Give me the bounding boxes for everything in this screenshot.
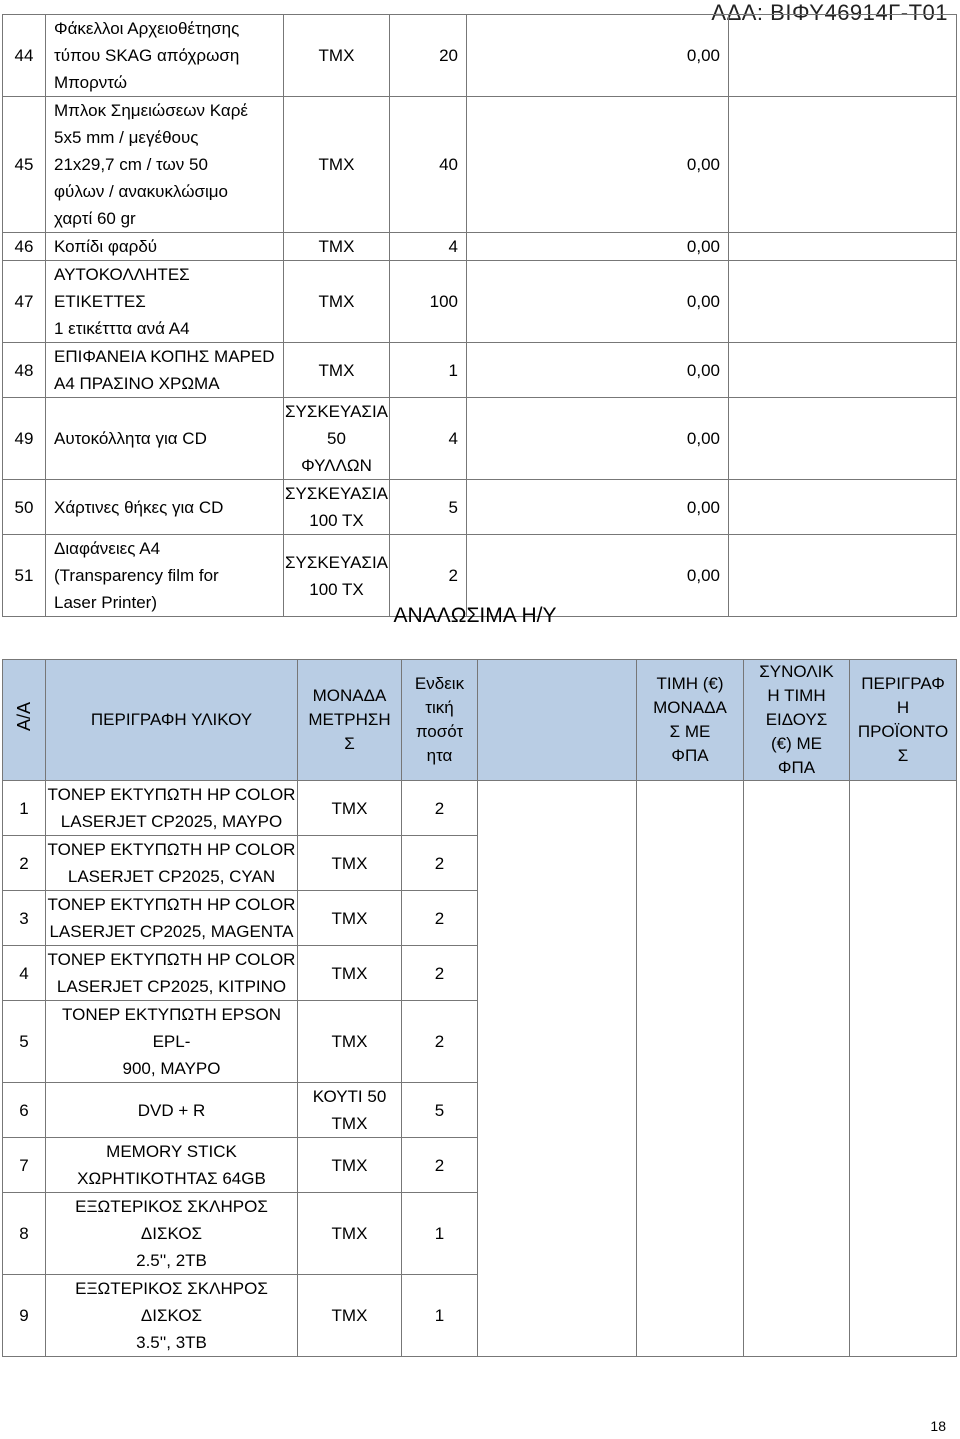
item-description xyxy=(46,836,298,891)
text-line: 100 ΤΧ xyxy=(309,579,364,599)
text-line: φύλων / ανακυκλώσιμο xyxy=(54,182,228,201)
header-total-price xyxy=(744,660,850,781)
text-line: ΤΜΧ xyxy=(318,360,355,380)
item-number: 45 xyxy=(3,97,46,233)
item-number: 44 xyxy=(3,15,46,97)
text-line: ΠΡΟΪΟΝΤΟ xyxy=(857,722,949,741)
quantity: 20 xyxy=(390,15,467,97)
unit-of-measure xyxy=(284,398,390,480)
quantity: 2 xyxy=(402,1138,478,1193)
unit-price: 0,00 xyxy=(467,97,729,233)
quantity: 2 xyxy=(390,535,467,617)
item-number: 51 xyxy=(3,535,46,617)
text-line: ΤΜΧ xyxy=(331,853,368,873)
text-line: ΧΩΡΗΤΙΚΟΤΗΤΑΣ 64GB xyxy=(77,1169,266,1188)
text-line: ΤΜΧ xyxy=(331,908,368,928)
table-row xyxy=(3,343,957,398)
text-line: (€) ΜΕ xyxy=(771,734,822,753)
text-line: ΤΜΧ xyxy=(331,1155,368,1175)
empty-cell xyxy=(729,233,957,261)
quantity: 2 xyxy=(402,891,478,946)
text-line: MEMORY STICK xyxy=(106,1142,237,1161)
text-line: (Transparency film for xyxy=(54,566,219,585)
text-line: ΕΞΩΤΕΡΙΚΟΣ ΣΚΛΗΡΟΣ ΔΙΣΚΟΣ xyxy=(75,1197,268,1243)
text-line: τική xyxy=(425,698,454,717)
quantity: 1 xyxy=(402,1193,478,1275)
unit-of-measure xyxy=(298,836,402,891)
table-row xyxy=(3,97,957,233)
text-line: ΤΟΝΕΡ ΕΚΤΥΠΩΤΗ HP COLOR xyxy=(47,950,296,969)
computer-consumables-table xyxy=(2,659,957,1357)
text-line: ΜΕΤΡΗΣΗ xyxy=(308,710,391,729)
empty-cell xyxy=(729,97,957,233)
text-line: 900, ΜΑΥΡΟ xyxy=(122,1059,221,1078)
text-line: ΣΥΣΚΕΥΑΣΙΑ xyxy=(284,484,389,503)
header-description: ΠΕΡΙΓΡΑΦΗ ΥΛΙΚΟΥ xyxy=(46,660,298,781)
text-line: 1 ετικέτττα ανά Α4 xyxy=(54,319,190,338)
item-number: 1 xyxy=(3,781,46,836)
empty-cell xyxy=(478,781,637,1357)
text-line: ΦΠΑ xyxy=(671,746,709,765)
text-line: ΤΜΧ xyxy=(331,1114,368,1133)
text-line: Η xyxy=(896,698,910,717)
text-line: ΤΜΧ xyxy=(318,237,355,256)
item-description xyxy=(46,1193,298,1275)
unit-price: 0,00 xyxy=(467,535,729,617)
item-description xyxy=(46,261,284,343)
empty-cell xyxy=(729,398,957,480)
section-title: ΑΝΑΛΩΣΙΜΑ Η/Υ xyxy=(393,604,557,627)
item-number: 6 xyxy=(3,1083,46,1138)
text-line: Σ ΜΕ xyxy=(669,722,711,741)
text-line: ΕΠΙΦΑΝΕΙΑ ΚΟΠΗΣ MAPED xyxy=(54,347,275,366)
item-description xyxy=(46,233,284,261)
quantity: 2 xyxy=(402,781,478,836)
text-line: ΚΟΥΤΙ 50 xyxy=(312,1087,387,1106)
item-number: 5 xyxy=(3,1001,46,1083)
unit-of-measure xyxy=(284,15,390,97)
text-line: Χάρτινες θήκες για CD xyxy=(54,497,224,517)
quantity: 4 xyxy=(390,398,467,480)
item-number: 3 xyxy=(3,891,46,946)
page-number: 18 xyxy=(930,1418,946,1434)
text-line: ΣΥΣΚΕΥΑΣΙΑ xyxy=(284,552,389,572)
unit-price: 0,00 xyxy=(467,480,729,535)
item-number: 9 xyxy=(3,1275,46,1357)
quantity: 2 xyxy=(402,1001,478,1083)
text-line: ΕΙΔΟΥΣ xyxy=(765,710,828,729)
text-line: ΤΟΝΕΡ ΕΚΤΥΠΩΤΗ HP COLOR xyxy=(47,785,296,804)
text-line: ΜΟΝΑΔΑ xyxy=(653,698,727,717)
header-unit-price xyxy=(637,660,744,781)
text-line: ΜΟΝΑΔΑ xyxy=(312,686,387,705)
unit-of-measure xyxy=(298,1001,402,1083)
empty-cell xyxy=(729,480,957,535)
text-line: A4 ΠΡΑΣΙΝΟ ΧΡΩΜΑ xyxy=(54,374,220,393)
text-line: Φάκελλοι Αρχειοθέτησης xyxy=(54,19,240,38)
table-row xyxy=(3,15,957,97)
text-line: ΤΜΧ xyxy=(318,155,355,174)
text-line: 5x5 mm / μεγέθους xyxy=(54,128,199,147)
item-number: 48 xyxy=(3,343,46,398)
text-line: ΤΜΧ xyxy=(331,1224,368,1243)
text-line: Διαφάνειες Α4 xyxy=(54,539,161,558)
quantity: 5 xyxy=(390,480,467,535)
table-row xyxy=(3,398,957,480)
text-line: LASERJET CP2025, MAGENTA xyxy=(49,922,294,941)
text-line: ΕΞΩΤΕΡΙΚΟΣ ΣΚΛΗΡΟΣ ΔΙΣΚΟΣ xyxy=(75,1279,268,1325)
unit-price: 0,00 xyxy=(467,398,729,480)
item-number: 47 xyxy=(3,261,46,343)
text-line: τύπου SKAG απόχρωση xyxy=(54,46,240,65)
empty-cell xyxy=(729,15,957,97)
supplies-table-continued xyxy=(2,14,957,617)
header-unit xyxy=(298,660,402,781)
quantity: 1 xyxy=(402,1275,478,1357)
quantity: 2 xyxy=(402,946,478,1001)
text-line: ΤΜΧ xyxy=(331,1306,368,1325)
text-line: 3.5'', 3TB xyxy=(136,1333,207,1352)
item-description xyxy=(46,1138,298,1193)
quantity: 2 xyxy=(402,836,478,891)
item-description xyxy=(46,343,284,398)
text-line: 100 ΤΧ xyxy=(309,511,364,530)
text-line: χαρτί 60 gr xyxy=(54,209,136,228)
text-line: Laser Printer) xyxy=(54,593,157,612)
unit-price xyxy=(637,781,744,1357)
item-description xyxy=(46,97,284,233)
item-number: 49 xyxy=(3,398,46,480)
total-price xyxy=(744,781,850,1357)
table-row xyxy=(3,261,957,343)
unit-price: 0,00 xyxy=(467,233,729,261)
item-description xyxy=(46,1001,298,1083)
text-line: ΦΠΑ xyxy=(777,758,816,777)
item-description xyxy=(46,1275,298,1357)
unit-of-measure xyxy=(284,343,390,398)
empty-cell xyxy=(729,343,957,398)
text-line: ΤΜΧ xyxy=(331,798,368,818)
text-line: ΠΕΡΙΓΡΑΦ xyxy=(861,674,945,693)
unit-of-measure xyxy=(284,480,390,535)
table-row xyxy=(3,480,957,535)
unit-of-measure xyxy=(298,891,402,946)
header-blank xyxy=(478,660,637,781)
quantity: 100 xyxy=(390,261,467,343)
text-line: ΑΥΤΟΚΟΛΛΗΤΕΣ ΕΤΙΚΕΤΤΕΣ xyxy=(54,265,190,311)
unit-price: 0,00 xyxy=(467,343,729,398)
item-description xyxy=(46,946,298,1001)
item-description xyxy=(46,15,284,97)
quantity: 1 xyxy=(390,343,467,398)
text-line: ητα xyxy=(426,746,453,765)
item-description xyxy=(46,781,298,836)
item-number: 50 xyxy=(3,480,46,535)
quantity: 40 xyxy=(390,97,467,233)
item-description xyxy=(46,891,298,946)
text-line: ΤΟΝΕΡ ΕΚΤΥΠΩΤΗ HP COLOR xyxy=(47,840,296,859)
text-line: ΣΥΝΟΛΙΚ xyxy=(759,662,834,681)
text-line: 21x29,7 cm / των 50 xyxy=(54,155,208,174)
text-line: ΤΟΝΕΡ ΕΚΤΥΠΩΤΗ HP COLOR xyxy=(47,895,296,914)
text-line: ΤΙΜΗ (€) xyxy=(656,674,724,693)
document-reference-code: ΑΔΑ: ΒΙΦΥ46914Γ-Τ01 xyxy=(711,0,948,25)
text-line: LASERJET CP2025, CYAN xyxy=(67,867,276,886)
text-line: ΤΟΝΕΡ ΕΚΤΥΠΩΤΗ EPSON EPL- xyxy=(62,1005,281,1051)
text-line: ΦΥΛΛΩΝ xyxy=(301,456,372,475)
item-description xyxy=(46,1083,298,1138)
text-line: Κοπίδι φαρδύ xyxy=(54,237,158,256)
unit-of-measure xyxy=(284,261,390,343)
item-number: 8 xyxy=(3,1193,46,1275)
unit-price: 0,00 xyxy=(467,261,729,343)
unit-of-measure xyxy=(298,1275,402,1357)
header-quantity xyxy=(402,660,478,781)
item-number: 4 xyxy=(3,946,46,1001)
text-line: DVD + R xyxy=(137,1100,206,1120)
item-number: 7 xyxy=(3,1138,46,1193)
unit-of-measure xyxy=(298,1083,402,1138)
unit-of-measure xyxy=(298,1138,402,1193)
item-description xyxy=(46,480,284,535)
unit-of-measure xyxy=(298,1193,402,1275)
unit-of-measure xyxy=(298,946,402,1001)
empty-cell xyxy=(729,261,957,343)
text-line: Αυτοκόλλητα για CD xyxy=(54,429,207,448)
text-line: Σ xyxy=(897,746,909,765)
text-line: LASERJET CP2025, ΜΑΥΡΟ xyxy=(60,812,283,831)
text-line: Μπλοκ Σημειώσεων Καρέ xyxy=(54,101,248,120)
text-line: Σ xyxy=(344,734,355,753)
text-line: ΤΜΧ xyxy=(331,963,368,983)
item-description xyxy=(46,398,284,480)
header-aa: Α/Α xyxy=(3,660,46,781)
quantity: 4 xyxy=(390,233,467,261)
text-line: ΤΜΧ xyxy=(318,292,355,311)
unit-of-measure xyxy=(284,233,390,261)
unit-of-measure xyxy=(298,781,402,836)
table-row xyxy=(3,781,957,836)
product-description xyxy=(850,781,957,1357)
header-product-description xyxy=(850,660,957,781)
text-line: Ενδεικ xyxy=(414,674,465,693)
text-line: ΤΜΧ xyxy=(318,46,355,65)
unit-of-measure xyxy=(284,97,390,233)
table-row xyxy=(3,233,957,261)
quantity: 5 xyxy=(402,1083,478,1138)
text-line: Μπορντώ xyxy=(54,73,128,92)
text-line: 2.5'', 2TB xyxy=(136,1251,207,1270)
text-line: LASERJET CP2025, ΚΙΤΡΙΝΟ xyxy=(56,977,287,996)
text-line: ΤΜΧ xyxy=(331,1032,368,1051)
item-number: 2 xyxy=(3,836,46,891)
text-line: Η ΤΙΜΗ xyxy=(767,686,826,705)
text-line: ΣΥΣΚΕΥΑΣΙΑ 50 xyxy=(284,402,389,448)
item-number: 46 xyxy=(3,233,46,261)
unit-price: 0,00 xyxy=(467,15,729,97)
text-line: ποσότ xyxy=(415,722,464,741)
